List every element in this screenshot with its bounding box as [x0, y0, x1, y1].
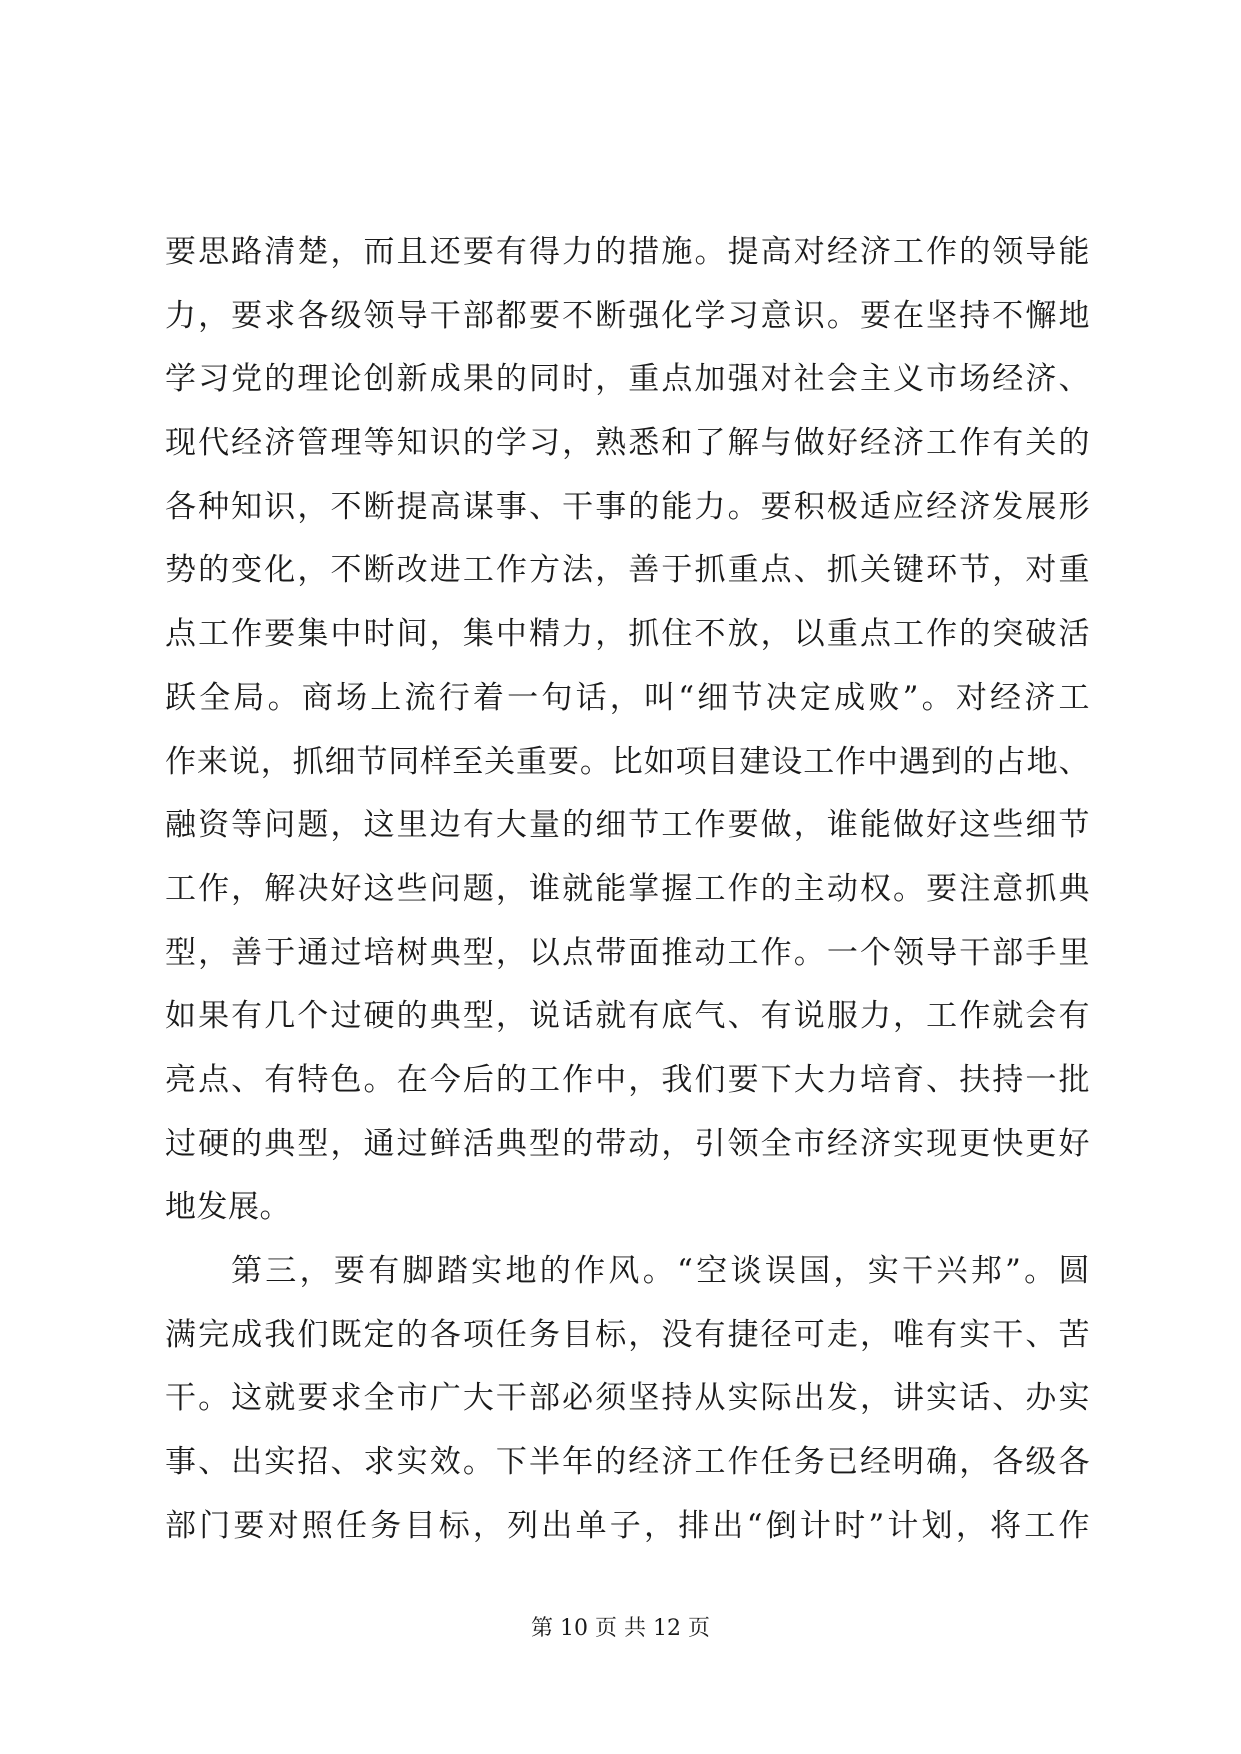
text-line: 部门要对照任务目标，列出单子，排出“倒计时”计划，将工作	[165, 1507, 1090, 1544]
text-line: 满完成我们既定的各项任务目标，没有捷径可走，唯有实干、苦	[165, 1316, 1090, 1353]
text-line: 地发展。	[165, 1189, 291, 1226]
text-line: 力，要求各级领导干部都要不断强化学习意识。要在坚持不懈地	[165, 297, 1090, 334]
paragraph-start-line: 第三，要有脚踏实地的作风。“空谈误国，实干兴邦”。圆	[231, 1253, 1090, 1289]
text-line: 过硬的典型，通过鲜活典型的带动，引领全市经济实现更快更好	[165, 1125, 1090, 1162]
text-line: 要思路清楚，而且还要有得力的措施。提高对经济工作的领导能	[165, 234, 1090, 270]
text-line: 如果有几个过硬的典型，说话就有底气、有说服力，工作就会有	[165, 998, 1090, 1035]
text-line: 点工作要集中时间，集中精力，抓住不放，以重点工作的突破活	[165, 616, 1090, 653]
text-line: 各种知识，不断提高谋事、干事的能力。要积极适应经济发展形	[165, 488, 1090, 525]
text-line: 跃全局。商场上流行着一句话，叫“细节决定成败”。对经济工	[165, 679, 1090, 716]
page-footer: 第 10 页 共 12 页	[531, 1616, 710, 1641]
body-text	[165, 232, 1090, 1569]
text-line: 现代经济管理等知识的学习，熟悉和了解与做好经济工作有关的	[165, 425, 1090, 462]
text-line: 作来说，抓细节同样至关重要。比如项目建设工作中遇到的占地、	[165, 743, 1090, 780]
text-line: 型，善于通过培树典型，以点带面推动工作。一个领导干部手里	[165, 934, 1090, 971]
text-line: 学习党的理论创新成果的同时，重点加强对社会主义市场经济、	[165, 361, 1090, 398]
text-line: 干。这就要求全市广大干部必须坚持从实际出发，讲实话、办实	[165, 1380, 1090, 1417]
text-line: 事、出实招、求实效。下半年的经济工作任务已经明确，各级各	[165, 1444, 1090, 1481]
text-line: 势的变化，不断改进工作方法，善于抓重点、抓关键环节，对重	[165, 552, 1090, 589]
text-line: 融资等问题，这里边有大量的细节工作要做，谁能做好这些细节	[165, 807, 1090, 844]
text-line: 亮点、有特色。在今后的工作中，我们要下大力培育、扶持一批	[165, 1061, 1090, 1098]
text-line: 工作，解决好这些问题，谁就能掌握工作的主动权。要注意抓典	[165, 870, 1090, 907]
